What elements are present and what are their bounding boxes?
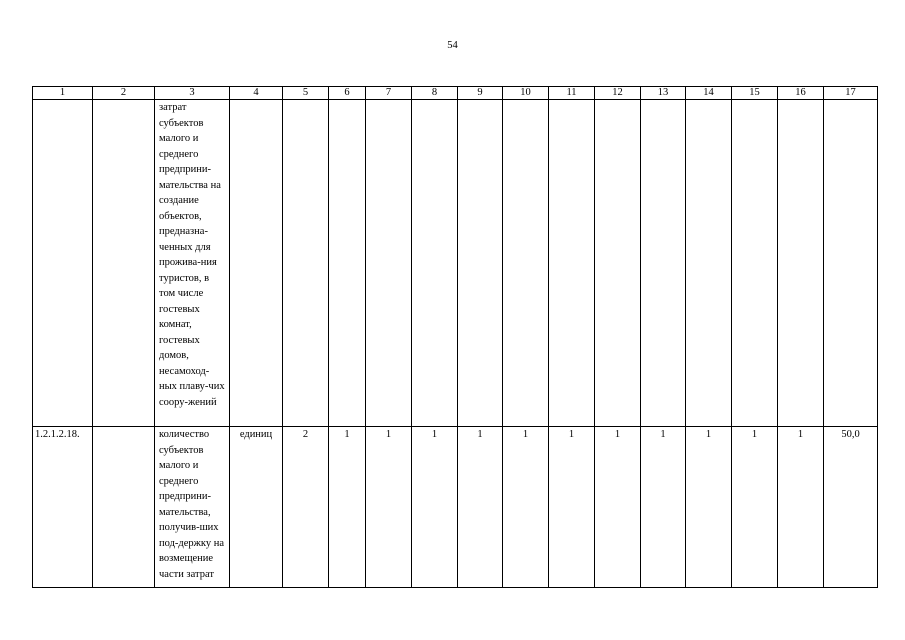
value-cell: [686, 100, 732, 427]
header-cell: 15: [732, 87, 778, 100]
value-cell: 1: [412, 427, 458, 588]
header-cell: 9: [458, 87, 503, 100]
header-cell: 6: [329, 87, 366, 100]
value-cell: [283, 100, 329, 427]
header-cell: 13: [641, 87, 686, 100]
data-table: [32, 86, 878, 588]
value-cell: [641, 100, 686, 427]
value-cell: 1: [458, 427, 503, 588]
value-cell: [549, 100, 595, 427]
value-cell: 1: [641, 427, 686, 588]
indicator-text: затрат субъектов малого и среднего предприни-мательства на создание объектов, предназна-ченных для прожива-ния туристов, в том числе гостевых комнат, гостевых домов, несамоход-ных плаву-чих соору-жений: [155, 100, 230, 427]
value-cell: 1: [778, 427, 824, 588]
page-number: 54: [447, 40, 458, 51]
value-cell: [329, 100, 366, 427]
row-unit: единиц: [230, 427, 283, 588]
value-cell: 1: [366, 427, 412, 588]
value-cell: [824, 100, 878, 427]
value-cell: [778, 100, 824, 427]
table-row: [33, 427, 878, 588]
header-cell: 1: [33, 87, 93, 100]
header-cell: 2: [93, 87, 155, 100]
value-cell: 50,0: [824, 427, 878, 588]
value-cell: [412, 100, 458, 427]
value-cell: 1: [595, 427, 641, 588]
header-cell: 8: [412, 87, 458, 100]
table-row: [33, 100, 878, 427]
header-cell: 17: [824, 87, 878, 100]
value-cell: 2: [283, 427, 329, 588]
value-cell: 1: [732, 427, 778, 588]
row-code: 1.2.1.2.18.: [33, 427, 93, 588]
value-cell: [503, 100, 549, 427]
header-cell: 12: [595, 87, 641, 100]
header-cell: 5: [283, 87, 329, 100]
value-cell: 1: [549, 427, 595, 588]
header-cell: 7: [366, 87, 412, 100]
value-cell: [732, 100, 778, 427]
value-cell: [458, 100, 503, 427]
value-cell: [366, 100, 412, 427]
row-unit: [230, 100, 283, 427]
value-cell: 1: [686, 427, 732, 588]
header-cell: 3: [155, 87, 230, 100]
value-cell: [595, 100, 641, 427]
value-cell: 1: [329, 427, 366, 588]
row-col2: [93, 427, 155, 588]
row-col2: [93, 100, 155, 427]
header-cell: 11: [549, 87, 595, 100]
value-cell: 1: [503, 427, 549, 588]
indicator-text: количество субъектов малого и среднего предприни-мательства, получив-ших под-держку на возмещение части затрат: [155, 427, 230, 588]
header-cell: 10: [503, 87, 549, 100]
header-cell: 14: [686, 87, 732, 100]
header-cell: 4: [230, 87, 283, 100]
header-cell: 16: [778, 87, 824, 100]
row-code: [33, 100, 93, 427]
header-row: [33, 87, 878, 100]
